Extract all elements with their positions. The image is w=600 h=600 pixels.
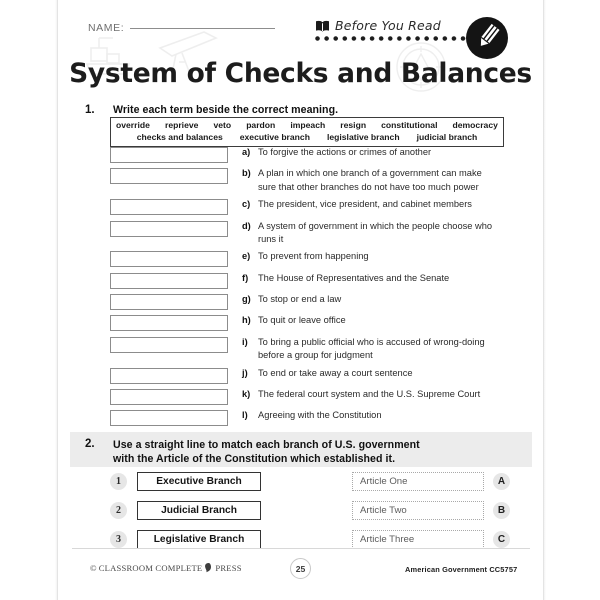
question-1-number: 1. [85, 104, 95, 116]
answer-input-box[interactable] [110, 221, 228, 237]
answer-input-box[interactable] [110, 389, 228, 405]
word-bank-term: impeach [290, 120, 326, 130]
word-bank-term: pardon [246, 120, 276, 130]
word-bank-term: executive branch [239, 131, 310, 142]
branch-number-badge: 1 [110, 473, 127, 490]
article-box[interactable]: Article One [352, 472, 484, 491]
definition-letter: d) [242, 220, 251, 231]
copyright-symbol: © [90, 563, 97, 573]
answer-input-box[interactable] [110, 315, 228, 331]
page-edge-right [543, 0, 546, 600]
definition-list [110, 146, 510, 431]
branch-box[interactable]: Executive Branch [137, 472, 261, 491]
definition-text: The president, vice president, and cabinet members [258, 199, 472, 210]
definition-text: A plan in which one branch of a government can make sure that other branches do not have too much power [258, 168, 482, 192]
word-bank-term: reprieve [164, 120, 199, 130]
definition-row [110, 367, 510, 384]
matching-row [110, 497, 510, 523]
publisher-credit [90, 563, 242, 573]
word-bank-row-2 [116, 132, 498, 144]
answer-input-box[interactable] [110, 199, 228, 215]
definition-text: Agreeing with the Constitution [258, 410, 382, 421]
definition-row [110, 293, 510, 310]
definition-row [110, 314, 510, 331]
question-2-instruction: Use a straight line to match each branch of U.S. government with the Article of the Constitution which established it. [113, 439, 420, 466]
page-title: System of Checks and Balances [69, 58, 532, 89]
name-field-row [88, 22, 275, 34]
series-label: American Government CC5757 [405, 565, 518, 574]
definition-letter: j) [242, 367, 248, 378]
definition-letter: i) [242, 336, 248, 347]
definition-letter: l) [242, 410, 248, 421]
definition-row [110, 336, 510, 362]
definition-row [110, 250, 510, 267]
definition-row [110, 198, 510, 215]
publisher-name: CLASSROOM COMPLETE [98, 563, 203, 573]
word-bank-term: veto [213, 120, 232, 130]
definition-letter: a) [242, 147, 251, 157]
definition-letter: g) [242, 294, 251, 305]
publisher-suffix: PRESS [215, 563, 242, 573]
branch-box[interactable]: Judicial Branch [137, 501, 261, 520]
branch-number-badge: 3 [110, 531, 127, 548]
pencil-marker-icon [466, 17, 508, 59]
page-number-badge: 25 [290, 558, 311, 579]
definition-row [110, 409, 510, 426]
branch-box[interactable]: Legislative Branch [137, 530, 261, 549]
answer-input-box[interactable] [110, 337, 228, 353]
matching-exercise [110, 468, 510, 555]
definition-text: To bring a public official who is accused of wrong-doing before a group for judgment [258, 336, 485, 361]
definition-text: To forgive the actions or crimes of another [258, 147, 432, 157]
definition-letter: e) [242, 251, 251, 262]
definition-text: A system of government in which the people choose who runs it [258, 220, 493, 244]
word-bank-term: legislative branch [326, 131, 400, 142]
question-1-instruction: Write each term beside the correct meaning. [113, 104, 339, 116]
question-2-number: 2. [85, 438, 95, 450]
answer-input-box[interactable] [110, 273, 228, 289]
before-you-read-label: Before You Read [335, 18, 441, 33]
word-bank-term: constitutional [381, 120, 438, 130]
article-letter-badge: B [493, 502, 510, 519]
name-label: NAME: [88, 22, 125, 34]
branch-number-badge: 2 [110, 502, 127, 519]
definition-letter: k) [242, 389, 251, 400]
definition-text: To prevent from happening [258, 251, 369, 262]
definition-text: The House of Representatives and the Senate [258, 272, 450, 283]
answer-input-box[interactable] [110, 147, 228, 163]
word-bank-term: override [116, 120, 150, 130]
article-box[interactable]: Article Two [352, 501, 484, 520]
matching-row [110, 468, 510, 494]
before-you-read-banner [315, 18, 485, 41]
answer-input-box[interactable] [110, 410, 228, 426]
definition-text: To quit or leave office [258, 315, 346, 326]
answer-input-box[interactable] [110, 168, 228, 184]
word-bank-term: democracy [452, 120, 498, 130]
press-logo-icon [204, 563, 213, 573]
open-book-icon [315, 20, 330, 32]
definition-row [110, 167, 510, 193]
definition-text: To end or take away a court sentence [258, 367, 413, 378]
article-letter-badge: C [493, 531, 510, 548]
article-box[interactable]: Article Three [352, 530, 484, 549]
word-bank-term: checks and balances [136, 131, 223, 142]
article-letter-badge: A [493, 473, 510, 490]
definition-letter: b) [242, 168, 251, 179]
definition-letter: f) [242, 272, 249, 283]
word-bank-term: judicial branch [416, 131, 478, 142]
definition-row [110, 272, 510, 289]
definition-row [110, 388, 510, 405]
word-bank-row-1 [116, 120, 498, 132]
word-bank [110, 117, 504, 147]
definition-text: To stop or end a law [258, 294, 342, 305]
word-bank-term: resign [340, 120, 367, 130]
footer-divider [72, 548, 530, 549]
answer-input-box[interactable] [110, 368, 228, 384]
answer-input-box[interactable] [110, 294, 228, 310]
answer-input-box[interactable] [110, 251, 228, 267]
banner-dotted-rule [315, 36, 483, 41]
definition-letter: c) [242, 199, 251, 210]
definition-letter: h) [242, 315, 251, 326]
definition-row [110, 146, 510, 163]
definition-row [110, 220, 510, 246]
definition-text: The federal court system and the U.S. Supreme Court [258, 389, 481, 400]
name-input-line[interactable] [130, 28, 275, 29]
